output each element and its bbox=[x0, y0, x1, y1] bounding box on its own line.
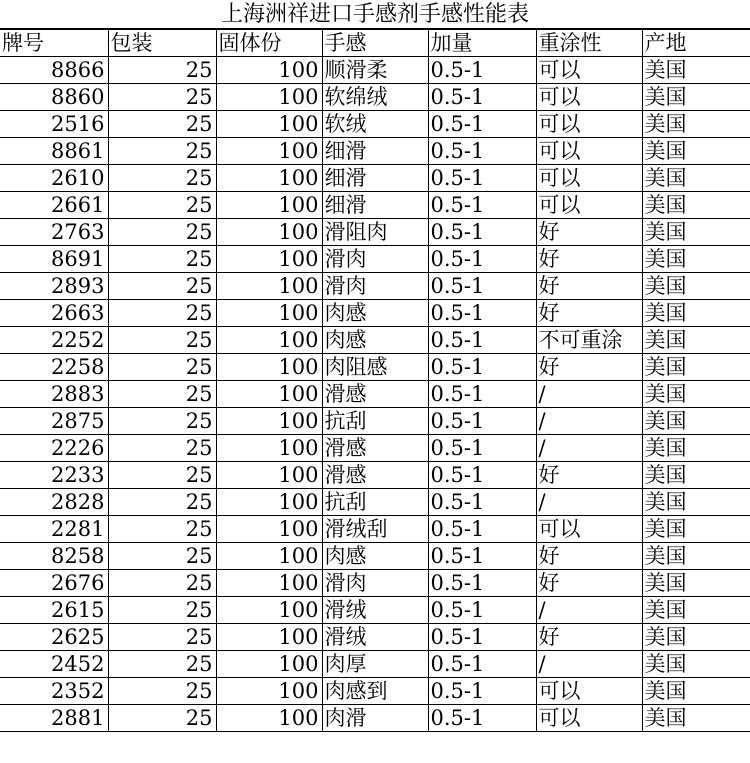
cell-feel[interactable]: 肉阻感 bbox=[322, 354, 428, 381]
cell-package[interactable]: 25 bbox=[108, 705, 216, 732]
cell-package[interactable]: 25 bbox=[108, 651, 216, 678]
cell-solid-content[interactable]: 100 bbox=[216, 705, 322, 732]
cell-recoatability[interactable]: 可以 bbox=[536, 111, 642, 138]
cell-package[interactable]: 25 bbox=[108, 84, 216, 111]
table-row bbox=[0, 408, 750, 435]
table-row bbox=[0, 138, 750, 165]
cell-solid-content[interactable]: 100 bbox=[216, 138, 322, 165]
cell-package[interactable]: 25 bbox=[108, 597, 216, 624]
cell-grade[interactable]: 8860 bbox=[0, 84, 108, 111]
cell-package[interactable]: 25 bbox=[108, 354, 216, 381]
cell-origin[interactable]: 美国 bbox=[642, 651, 750, 678]
performance-table bbox=[0, 30, 750, 732]
cell-grade[interactable]: 2252 bbox=[0, 327, 108, 354]
cell-feel[interactable]: 软绵绒 bbox=[322, 84, 428, 111]
cell-dosage[interactable]: 0.5-1 bbox=[428, 300, 536, 327]
cell-feel[interactable]: 滑绒刮 bbox=[322, 516, 428, 543]
header-cell-dosage[interactable]: 加量 bbox=[428, 30, 536, 57]
cell-recoatability[interactable]: 好 bbox=[536, 462, 642, 489]
cell-origin[interactable]: 美国 bbox=[642, 165, 750, 192]
cell-dosage[interactable]: 0.5-1 bbox=[428, 408, 536, 435]
cell-grade[interactable]: 2625 bbox=[0, 624, 108, 651]
cell-package[interactable]: 25 bbox=[108, 327, 216, 354]
table-row bbox=[0, 165, 750, 192]
cell-recoatability[interactable]: 可以 bbox=[536, 705, 642, 732]
cell-feel[interactable]: 肉厚 bbox=[322, 651, 428, 678]
cell-solid-content[interactable]: 100 bbox=[216, 327, 322, 354]
cell-solid-content[interactable]: 100 bbox=[216, 489, 322, 516]
cell-dosage[interactable]: 0.5-1 bbox=[428, 651, 536, 678]
cell-grade[interactable]: 2828 bbox=[0, 489, 108, 516]
cell-package[interactable]: 25 bbox=[108, 516, 216, 543]
cell-recoatability[interactable]: 可以 bbox=[536, 678, 642, 705]
cell-package[interactable]: 25 bbox=[108, 570, 216, 597]
table-row bbox=[0, 111, 750, 138]
cell-feel[interactable]: 滑肉 bbox=[322, 273, 428, 300]
cell-dosage[interactable]: 0.5-1 bbox=[428, 138, 536, 165]
cell-dosage[interactable]: 0.5-1 bbox=[428, 219, 536, 246]
cell-origin[interactable]: 美国 bbox=[642, 543, 750, 570]
cell-recoatability[interactable]: 好 bbox=[536, 624, 642, 651]
cell-origin[interactable]: 美国 bbox=[642, 138, 750, 165]
cell-grade[interactable]: 2281 bbox=[0, 516, 108, 543]
cell-package[interactable]: 25 bbox=[108, 111, 216, 138]
cell-feel[interactable]: 软绒 bbox=[322, 111, 428, 138]
cell-package[interactable]: 25 bbox=[108, 462, 216, 489]
cell-dosage[interactable]: 0.5-1 bbox=[428, 516, 536, 543]
header-cell-solid-content[interactable]: 固体份 bbox=[216, 30, 322, 57]
cell-grade[interactable]: 2615 bbox=[0, 597, 108, 624]
cell-feel[interactable]: 细滑 bbox=[322, 192, 428, 219]
table-row bbox=[0, 678, 750, 705]
table-row bbox=[0, 57, 750, 84]
cell-package[interactable]: 25 bbox=[108, 381, 216, 408]
cell-solid-content[interactable]: 100 bbox=[216, 678, 322, 705]
cell-package[interactable]: 25 bbox=[108, 543, 216, 570]
cell-recoatability[interactable]: 可以 bbox=[536, 165, 642, 192]
cell-grade[interactable]: 2258 bbox=[0, 354, 108, 381]
cell-dosage[interactable]: 0.5-1 bbox=[428, 435, 536, 462]
cell-solid-content[interactable]: 100 bbox=[216, 57, 322, 84]
cell-grade[interactable]: 2226 bbox=[0, 435, 108, 462]
cell-origin[interactable]: 美国 bbox=[642, 300, 750, 327]
cell-origin[interactable]: 美国 bbox=[642, 462, 750, 489]
cell-recoatability[interactable]: 可以 bbox=[536, 516, 642, 543]
table-row bbox=[0, 327, 750, 354]
cell-recoatability[interactable]: 可以 bbox=[536, 57, 642, 84]
table-row bbox=[0, 273, 750, 300]
cell-grade[interactable]: 2233 bbox=[0, 462, 108, 489]
cell-solid-content[interactable]: 100 bbox=[216, 462, 322, 489]
cell-recoatability[interactable]: 好 bbox=[536, 543, 642, 570]
table-row bbox=[0, 516, 750, 543]
header-cell-feel[interactable]: 手感 bbox=[322, 30, 428, 57]
cell-grade[interactable]: 2676 bbox=[0, 570, 108, 597]
cell-grade[interactable]: 8866 bbox=[0, 57, 108, 84]
cell-feel[interactable]: 顺滑柔 bbox=[322, 57, 428, 84]
cell-dosage[interactable]: 0.5-1 bbox=[428, 273, 536, 300]
cell-feel[interactable]: 滑感 bbox=[322, 435, 428, 462]
header-cell-origin[interactable]: 产地 bbox=[642, 30, 750, 57]
cell-feel[interactable]: 滑肉 bbox=[322, 570, 428, 597]
cell-dosage[interactable]: 0.5-1 bbox=[428, 165, 536, 192]
cell-package[interactable]: 25 bbox=[108, 57, 216, 84]
cell-package[interactable]: 25 bbox=[108, 300, 216, 327]
cell-solid-content[interactable]: 100 bbox=[216, 219, 322, 246]
cell-solid-content[interactable]: 100 bbox=[216, 543, 322, 570]
cell-grade[interactable]: 2352 bbox=[0, 678, 108, 705]
cell-feel[interactable]: 肉感到 bbox=[322, 678, 428, 705]
table-row bbox=[0, 570, 750, 597]
cell-feel[interactable]: 肉滑 bbox=[322, 705, 428, 732]
cell-solid-content[interactable]: 100 bbox=[216, 246, 322, 273]
cell-package[interactable]: 25 bbox=[108, 219, 216, 246]
cell-dosage[interactable]: 0.5-1 bbox=[428, 678, 536, 705]
cell-package[interactable]: 25 bbox=[108, 408, 216, 435]
cell-grade[interactable]: 2661 bbox=[0, 192, 108, 219]
cell-dosage[interactable]: 0.5-1 bbox=[428, 381, 536, 408]
cell-feel[interactable]: 滑感 bbox=[322, 381, 428, 408]
cell-package[interactable]: 25 bbox=[108, 246, 216, 273]
cell-origin[interactable]: 美国 bbox=[642, 570, 750, 597]
cell-origin[interactable]: 美国 bbox=[642, 354, 750, 381]
cell-solid-content[interactable]: 100 bbox=[216, 381, 322, 408]
table-row bbox=[0, 219, 750, 246]
table-row bbox=[0, 543, 750, 570]
cell-recoatability[interactable]: / bbox=[536, 489, 642, 516]
cell-recoatability[interactable]: 好 bbox=[536, 354, 642, 381]
cell-origin[interactable]: 美国 bbox=[642, 408, 750, 435]
cell-origin[interactable]: 美国 bbox=[642, 705, 750, 732]
table-row bbox=[0, 354, 750, 381]
cell-origin[interactable]: 美国 bbox=[642, 246, 750, 273]
cell-recoatability[interactable]: 好 bbox=[536, 273, 642, 300]
header-cell-grade[interactable]: 牌号 bbox=[0, 30, 108, 57]
cell-solid-content[interactable]: 100 bbox=[216, 597, 322, 624]
cell-feel[interactable]: 细滑 bbox=[322, 138, 428, 165]
cell-origin[interactable]: 美国 bbox=[642, 273, 750, 300]
cell-solid-content[interactable]: 100 bbox=[216, 435, 322, 462]
cell-dosage[interactable]: 0.5-1 bbox=[428, 543, 536, 570]
cell-origin[interactable]: 美国 bbox=[642, 489, 750, 516]
cell-origin[interactable]: 美国 bbox=[642, 327, 750, 354]
cell-solid-content[interactable]: 100 bbox=[216, 300, 322, 327]
cell-solid-content[interactable]: 100 bbox=[216, 192, 322, 219]
table-row bbox=[0, 300, 750, 327]
cell-solid-content[interactable]: 100 bbox=[216, 570, 322, 597]
cell-package[interactable]: 25 bbox=[108, 435, 216, 462]
cell-recoatability[interactable]: / bbox=[536, 435, 642, 462]
cell-recoatability[interactable]: 可以 bbox=[536, 84, 642, 111]
cell-grade[interactable]: 2883 bbox=[0, 381, 108, 408]
cell-feel[interactable]: 滑绒 bbox=[322, 597, 428, 624]
cell-solid-content[interactable]: 100 bbox=[216, 516, 322, 543]
cell-dosage[interactable]: 0.5-1 bbox=[428, 327, 536, 354]
cell-solid-content[interactable]: 100 bbox=[216, 165, 322, 192]
cell-grade[interactable]: 8258 bbox=[0, 543, 108, 570]
cell-dosage[interactable]: 0.5-1 bbox=[428, 192, 536, 219]
cell-grade[interactable]: 8861 bbox=[0, 138, 108, 165]
cell-recoatability[interactable]: / bbox=[536, 597, 642, 624]
cell-dosage[interactable]: 0.5-1 bbox=[428, 597, 536, 624]
cell-grade[interactable]: 2610 bbox=[0, 165, 108, 192]
cell-solid-content[interactable]: 100 bbox=[216, 273, 322, 300]
table-row bbox=[0, 597, 750, 624]
cell-dosage[interactable]: 0.5-1 bbox=[428, 489, 536, 516]
table-row bbox=[0, 435, 750, 462]
cell-origin[interactable]: 美国 bbox=[642, 111, 750, 138]
table-row bbox=[0, 624, 750, 651]
cell-origin[interactable]: 美国 bbox=[642, 219, 750, 246]
table-row bbox=[0, 489, 750, 516]
cell-feel[interactable]: 抗刮 bbox=[322, 408, 428, 435]
cell-package[interactable]: 25 bbox=[108, 678, 216, 705]
cell-recoatability[interactable]: 可以 bbox=[536, 192, 642, 219]
cell-dosage[interactable]: 0.5-1 bbox=[428, 624, 536, 651]
cell-feel[interactable]: 抗刮 bbox=[322, 489, 428, 516]
cell-grade[interactable]: 8691 bbox=[0, 246, 108, 273]
table-row bbox=[0, 84, 750, 111]
cell-solid-content[interactable]: 100 bbox=[216, 111, 322, 138]
cell-package[interactable]: 25 bbox=[108, 624, 216, 651]
cell-package[interactable]: 25 bbox=[108, 192, 216, 219]
table-row bbox=[0, 246, 750, 273]
cell-dosage[interactable]: 0.5-1 bbox=[428, 246, 536, 273]
cell-grade[interactable]: 2875 bbox=[0, 408, 108, 435]
cell-origin[interactable]: 美国 bbox=[642, 435, 750, 462]
cell-solid-content[interactable]: 100 bbox=[216, 84, 322, 111]
cell-dosage[interactable]: 0.5-1 bbox=[428, 705, 536, 732]
cell-grade[interactable]: 2881 bbox=[0, 705, 108, 732]
cell-recoatability[interactable]: / bbox=[536, 381, 642, 408]
cell-recoatability[interactable]: 不可重涂 bbox=[536, 327, 642, 354]
cell-origin[interactable]: 美国 bbox=[642, 192, 750, 219]
cell-grade[interactable]: 2516 bbox=[0, 111, 108, 138]
header-row bbox=[0, 30, 750, 57]
cell-package[interactable]: 25 bbox=[108, 138, 216, 165]
cell-feel[interactable]: 滑绒 bbox=[322, 624, 428, 651]
cell-dosage[interactable]: 0.5-1 bbox=[428, 57, 536, 84]
cell-origin[interactable]: 美国 bbox=[642, 624, 750, 651]
cell-feel[interactable]: 肉感 bbox=[322, 327, 428, 354]
cell-dosage[interactable]: 0.5-1 bbox=[428, 111, 536, 138]
cell-dosage[interactable]: 0.5-1 bbox=[428, 570, 536, 597]
cell-dosage[interactable]: 0.5-1 bbox=[428, 354, 536, 381]
cell-solid-content[interactable]: 100 bbox=[216, 354, 322, 381]
cell-feel[interactable]: 肉感 bbox=[322, 300, 428, 327]
cell-origin[interactable]: 美国 bbox=[642, 516, 750, 543]
cell-recoatability[interactable]: / bbox=[536, 408, 642, 435]
table-row bbox=[0, 462, 750, 489]
cell-origin[interactable]: 美国 bbox=[642, 597, 750, 624]
cell-dosage[interactable]: 0.5-1 bbox=[428, 84, 536, 111]
cell-origin[interactable]: 美国 bbox=[642, 381, 750, 408]
cell-solid-content[interactable]: 100 bbox=[216, 408, 322, 435]
cell-feel[interactable]: 滑感 bbox=[322, 462, 428, 489]
cell-recoatability[interactable]: / bbox=[536, 651, 642, 678]
cell-grade[interactable]: 2452 bbox=[0, 651, 108, 678]
cell-recoatability[interactable]: 好 bbox=[536, 246, 642, 273]
cell-grade[interactable]: 2763 bbox=[0, 219, 108, 246]
cell-recoatability[interactable]: 可以 bbox=[536, 138, 642, 165]
table-row bbox=[0, 705, 750, 732]
cell-package[interactable]: 25 bbox=[108, 165, 216, 192]
header-cell-package[interactable]: 包装 bbox=[108, 30, 216, 57]
cell-package[interactable]: 25 bbox=[108, 489, 216, 516]
cell-feel[interactable]: 滑肉 bbox=[322, 246, 428, 273]
cell-grade[interactable]: 2893 bbox=[0, 273, 108, 300]
cell-recoatability[interactable]: 好 bbox=[536, 570, 642, 597]
cell-feel[interactable]: 肉感 bbox=[322, 543, 428, 570]
table-row bbox=[0, 381, 750, 408]
cell-origin[interactable]: 美国 bbox=[642, 678, 750, 705]
header-cell-recoatability[interactable]: 重涂性 bbox=[536, 30, 642, 57]
cell-recoatability[interactable]: 好 bbox=[536, 300, 642, 327]
table-title: 上海洲祥进口手感剂手感性能表 bbox=[0, 0, 750, 30]
cell-feel[interactable]: 细滑 bbox=[322, 165, 428, 192]
table-row bbox=[0, 192, 750, 219]
cell-origin[interactable]: 美国 bbox=[642, 84, 750, 111]
cell-dosage[interactable]: 0.5-1 bbox=[428, 462, 536, 489]
cell-grade[interactable]: 2663 bbox=[0, 300, 108, 327]
cell-solid-content[interactable]: 100 bbox=[216, 624, 322, 651]
cell-solid-content[interactable]: 100 bbox=[216, 651, 322, 678]
cell-origin[interactable]: 美国 bbox=[642, 57, 750, 84]
cell-feel[interactable]: 滑阻肉 bbox=[322, 219, 428, 246]
table-row bbox=[0, 651, 750, 678]
cell-recoatability[interactable]: 好 bbox=[536, 219, 642, 246]
cell-package[interactable]: 25 bbox=[108, 273, 216, 300]
